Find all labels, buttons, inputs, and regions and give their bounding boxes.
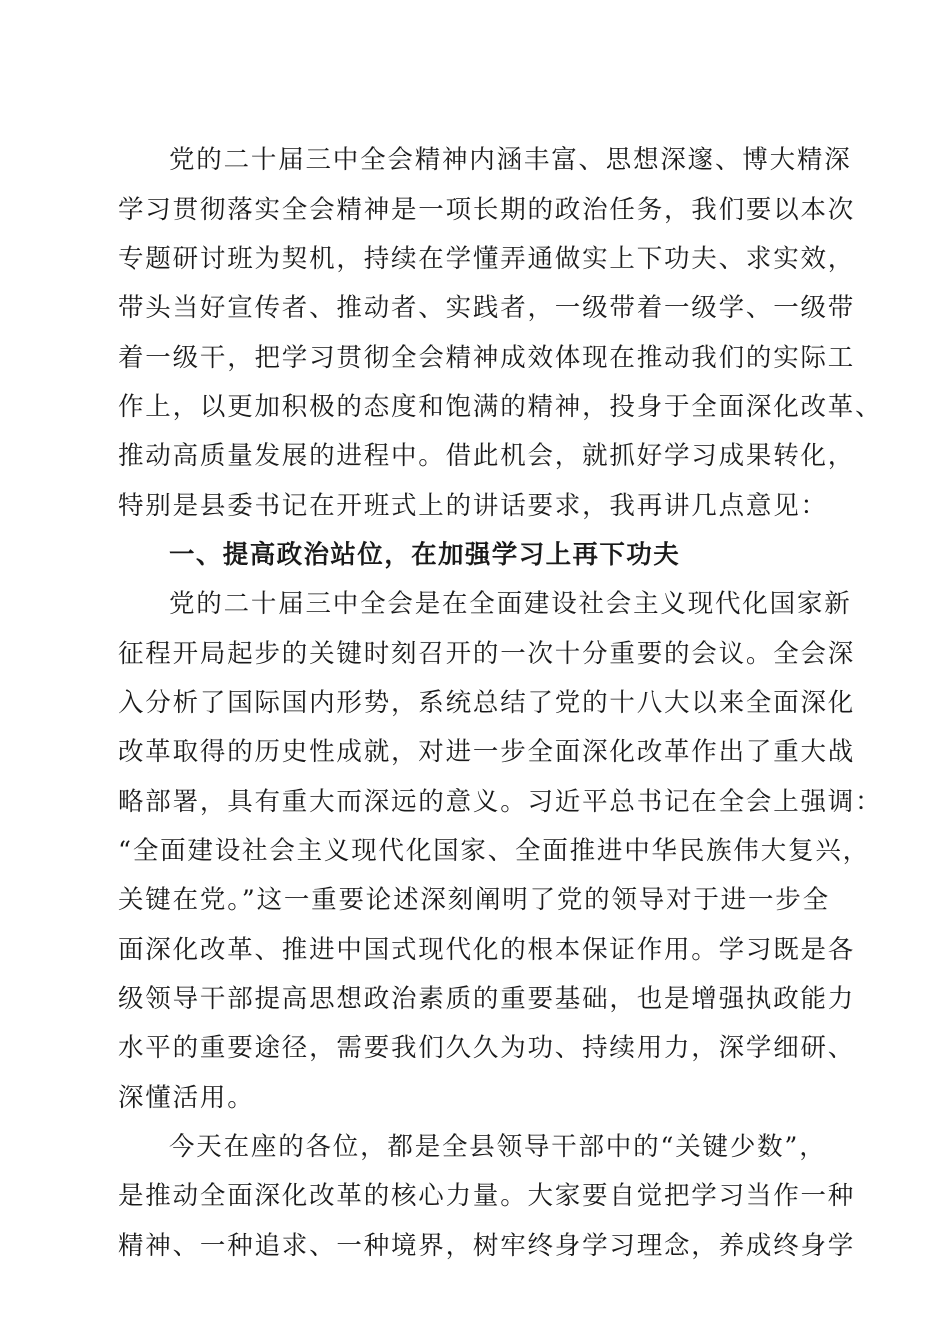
paragraph-2-line-2: 征程开局起步的关键时刻召开的一次十分重要的会议。全会深: [118, 639, 856, 669]
paragraph-1-line-4: 带头当好宣传者、推动者、实践者，一级带着一级学、一级带: [118, 293, 856, 323]
paragraph-1-line-6: 作上，以更加积极的态度和饱满的精神，投身于全面深化改革、: [118, 392, 883, 422]
paragraph-2-line-7: 关键在党。”这一重要论述深刻阐明了党的领导对于进一步全: [118, 885, 830, 915]
paragraph-1-line-3: 专题研讨班为契机，持续在学懂弄通做实上下功夫、求实效，: [118, 244, 856, 274]
paragraph-2-line-9: 级领导干部提高思想政治素质的重要基础，也是增强执政能力: [118, 984, 856, 1014]
paragraph-3-line-3: 精神、一种追求、一种境界，树牢终身学习理念，养成终身学: [118, 1231, 856, 1261]
paragraph-2-line-4: 改革取得的历史性成就，对进一步全面深化改革作出了重大战: [118, 737, 856, 767]
paragraph-2-line-5: 略部署，具有重大而深远的意义。习近平总书记在全会上强调：: [118, 787, 883, 817]
paragraph-3-line-1: 今天在座的各位，都是全县领导干部中的“关键少数”，: [169, 1132, 827, 1162]
paragraph-1-line-8: 特别是县委书记在开班式上的讲话要求，我再讲几点意见：: [118, 491, 828, 521]
paragraph-2-line-1: 党的二十届三中全会是在全面建设社会主义现代化国家新: [169, 589, 852, 619]
paragraph-3-line-2: 是推动全面深化改革的核心力量。大家要自觉把学习当作一种: [118, 1181, 856, 1211]
paragraph-2-line-6: “全面建设社会主义现代化国家、全面推进中华民族伟大复兴，: [118, 836, 870, 866]
paragraph-1-line-5: 着一级干，把学习贯彻全会精神成效体现在推动我们的实际工: [118, 343, 856, 373]
paragraph-1-line-1: 党的二十届三中全会精神内涵丰富、思想深邃、博大精深: [169, 145, 852, 175]
paragraph-1-line-7: 推动高质量发展的进程中。借此机会，就抓好学习成果转化，: [118, 441, 856, 471]
paragraph-2-line-3: 入分析了国际国内形势，系统总结了党的十八大以来全面深化: [118, 688, 856, 718]
paragraph-2-line-11: 深懂活用。: [118, 1083, 255, 1113]
section-heading: 一、提高政治站位，在加强学习上再下功夫: [169, 540, 681, 570]
paragraph-2-line-10: 水平的重要途径，需要我们久久为功、持续用力，深学细研、: [118, 1033, 856, 1063]
paragraph-2-line-8: 面深化改革、推进中国式现代化的根本保证作用。学习既是各: [118, 935, 856, 965]
paragraph-1-line-2: 学习贯彻落实全会精神是一项长期的政治任务，我们要以本次: [118, 195, 856, 225]
